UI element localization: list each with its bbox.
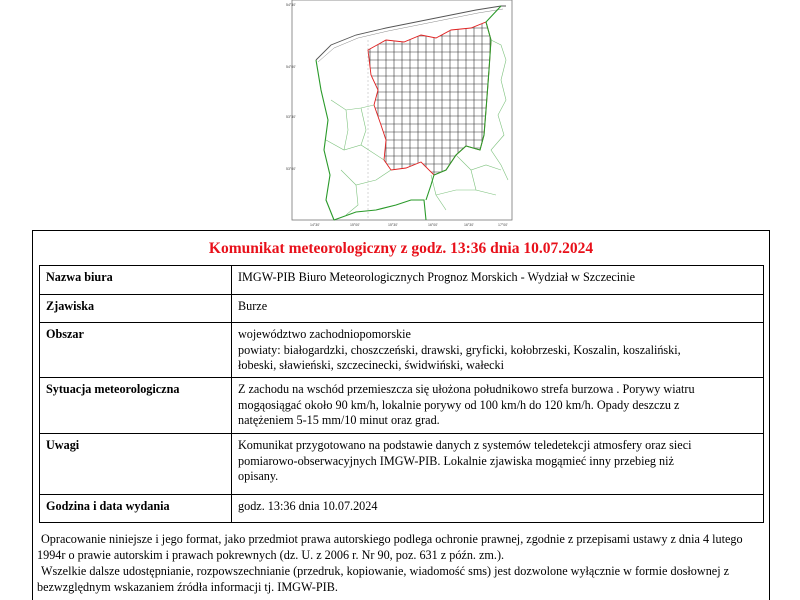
lon-tick-4: 16°00' (428, 223, 438, 227)
copyright-paragraph: Opracowanie niniejsze i jego format, jako przedmiot prawa autorskiego podlega ochronie prawnej, zgodnie z przepisami ustawy z dnia 4 lutego 1994r o prawie autorskim i prawach pokrewnych (dz. U. z 2006 r. Nr 90, poz. 631 z późn. zm.). (37, 532, 743, 562)
warning-panel (32, 230, 770, 600)
warning-map-svg (286, 0, 521, 228)
situation-line-1: Z zachodu na wschód przemieszcza się ułożona południkowo strefa burzowa . Porywy wiatru (238, 382, 695, 396)
situation-line-3: natężeniem 5-15 mm/10 minut oraz grad. (238, 413, 440, 427)
issued-value (232, 495, 764, 523)
area-label: Obszar (40, 323, 232, 378)
office-label: Nazwa biura (40, 266, 232, 295)
table-row-office (40, 266, 764, 295)
remarks-line-2: pomiarowo-obserwacyjnych IMGW-PIB. Lokalnie zjawiska mogąmieć inny przebieg niż (238, 453, 674, 468)
office-line: IMGW-PIB Biuro Meteorologicznych Prognoz Morskich - Wydział w Szczecinie (238, 270, 636, 284)
area-line-3: łobeski, sławieński, szczecinecki, świdwiński, wałecki (238, 358, 505, 372)
issued-line: godz. 13:36 dnia 10.07.2024 (238, 499, 378, 513)
warning-table (39, 265, 764, 523)
situation-value (232, 378, 764, 434)
situation-label: Sytuacja meteorologiczna (40, 378, 232, 434)
remarks-value (232, 434, 764, 495)
lon-tick-1: 14°30' (310, 223, 320, 227)
remarks-label: Uwagi (40, 434, 232, 495)
phenomena-label: Zjawiska (40, 295, 232, 323)
table-row-area (40, 323, 764, 378)
area-line-1: województwo zachodniopomorskie (238, 327, 411, 341)
lon-tick-3: 15°30' (388, 223, 398, 227)
lon-tick-5: 16°30' (464, 223, 474, 227)
lon-tick-6: 17°00' (498, 223, 508, 227)
issued-label: Godzina i data wydania (40, 495, 232, 523)
distribution-paragraph: Wszelkie dalsze udostępnianie, rozpowszechnianie (przedruk, kopiowanie, wiadomość sms) jest dozwolone wyłącznie w formie dosłownej z bezwzględnym wskazaniem źródła informacji tj. IMGW-PIB. (37, 564, 730, 594)
lat-tick-3: 53°30' (286, 115, 296, 119)
table-row-situation (40, 378, 764, 434)
lat-tick-4: 53°00' (286, 167, 296, 171)
office-value (232, 266, 764, 295)
phenomena-line: Burze (238, 299, 268, 313)
table-row-phenomena (40, 295, 764, 323)
situation-line-2: mogąosiągać około 90 km/h, lokalnie porywy od 100 km/h do 120 km/h. Opady deszczu z (238, 397, 680, 412)
lon-tick-2: 15°00' (350, 223, 360, 227)
warning-map (286, 0, 521, 228)
lat-tick-2: 54°00' (286, 65, 296, 69)
remarks-line-1: Komunikat przygotowano na podstawie danych z systemów teledetekcji atmosfery oraz sieci (238, 438, 692, 452)
remarks-line-3: opisany. (238, 469, 279, 483)
area-value (232, 323, 764, 378)
area-line-2: powiaty: białogardzki, choszczeński, drawski, gryficki, kołobrzeski, Koszalin, koszaliński, (238, 342, 681, 357)
copyright-footer (37, 531, 766, 595)
phenomena-value (232, 295, 764, 323)
table-row-remarks (40, 434, 764, 495)
table-row-issued (40, 495, 764, 523)
lat-tick-1: 54°30' (286, 3, 296, 7)
warning-title: Komunikat meteorologiczny z godz. 13:36 dnia 10.07.2024 (208, 240, 594, 257)
